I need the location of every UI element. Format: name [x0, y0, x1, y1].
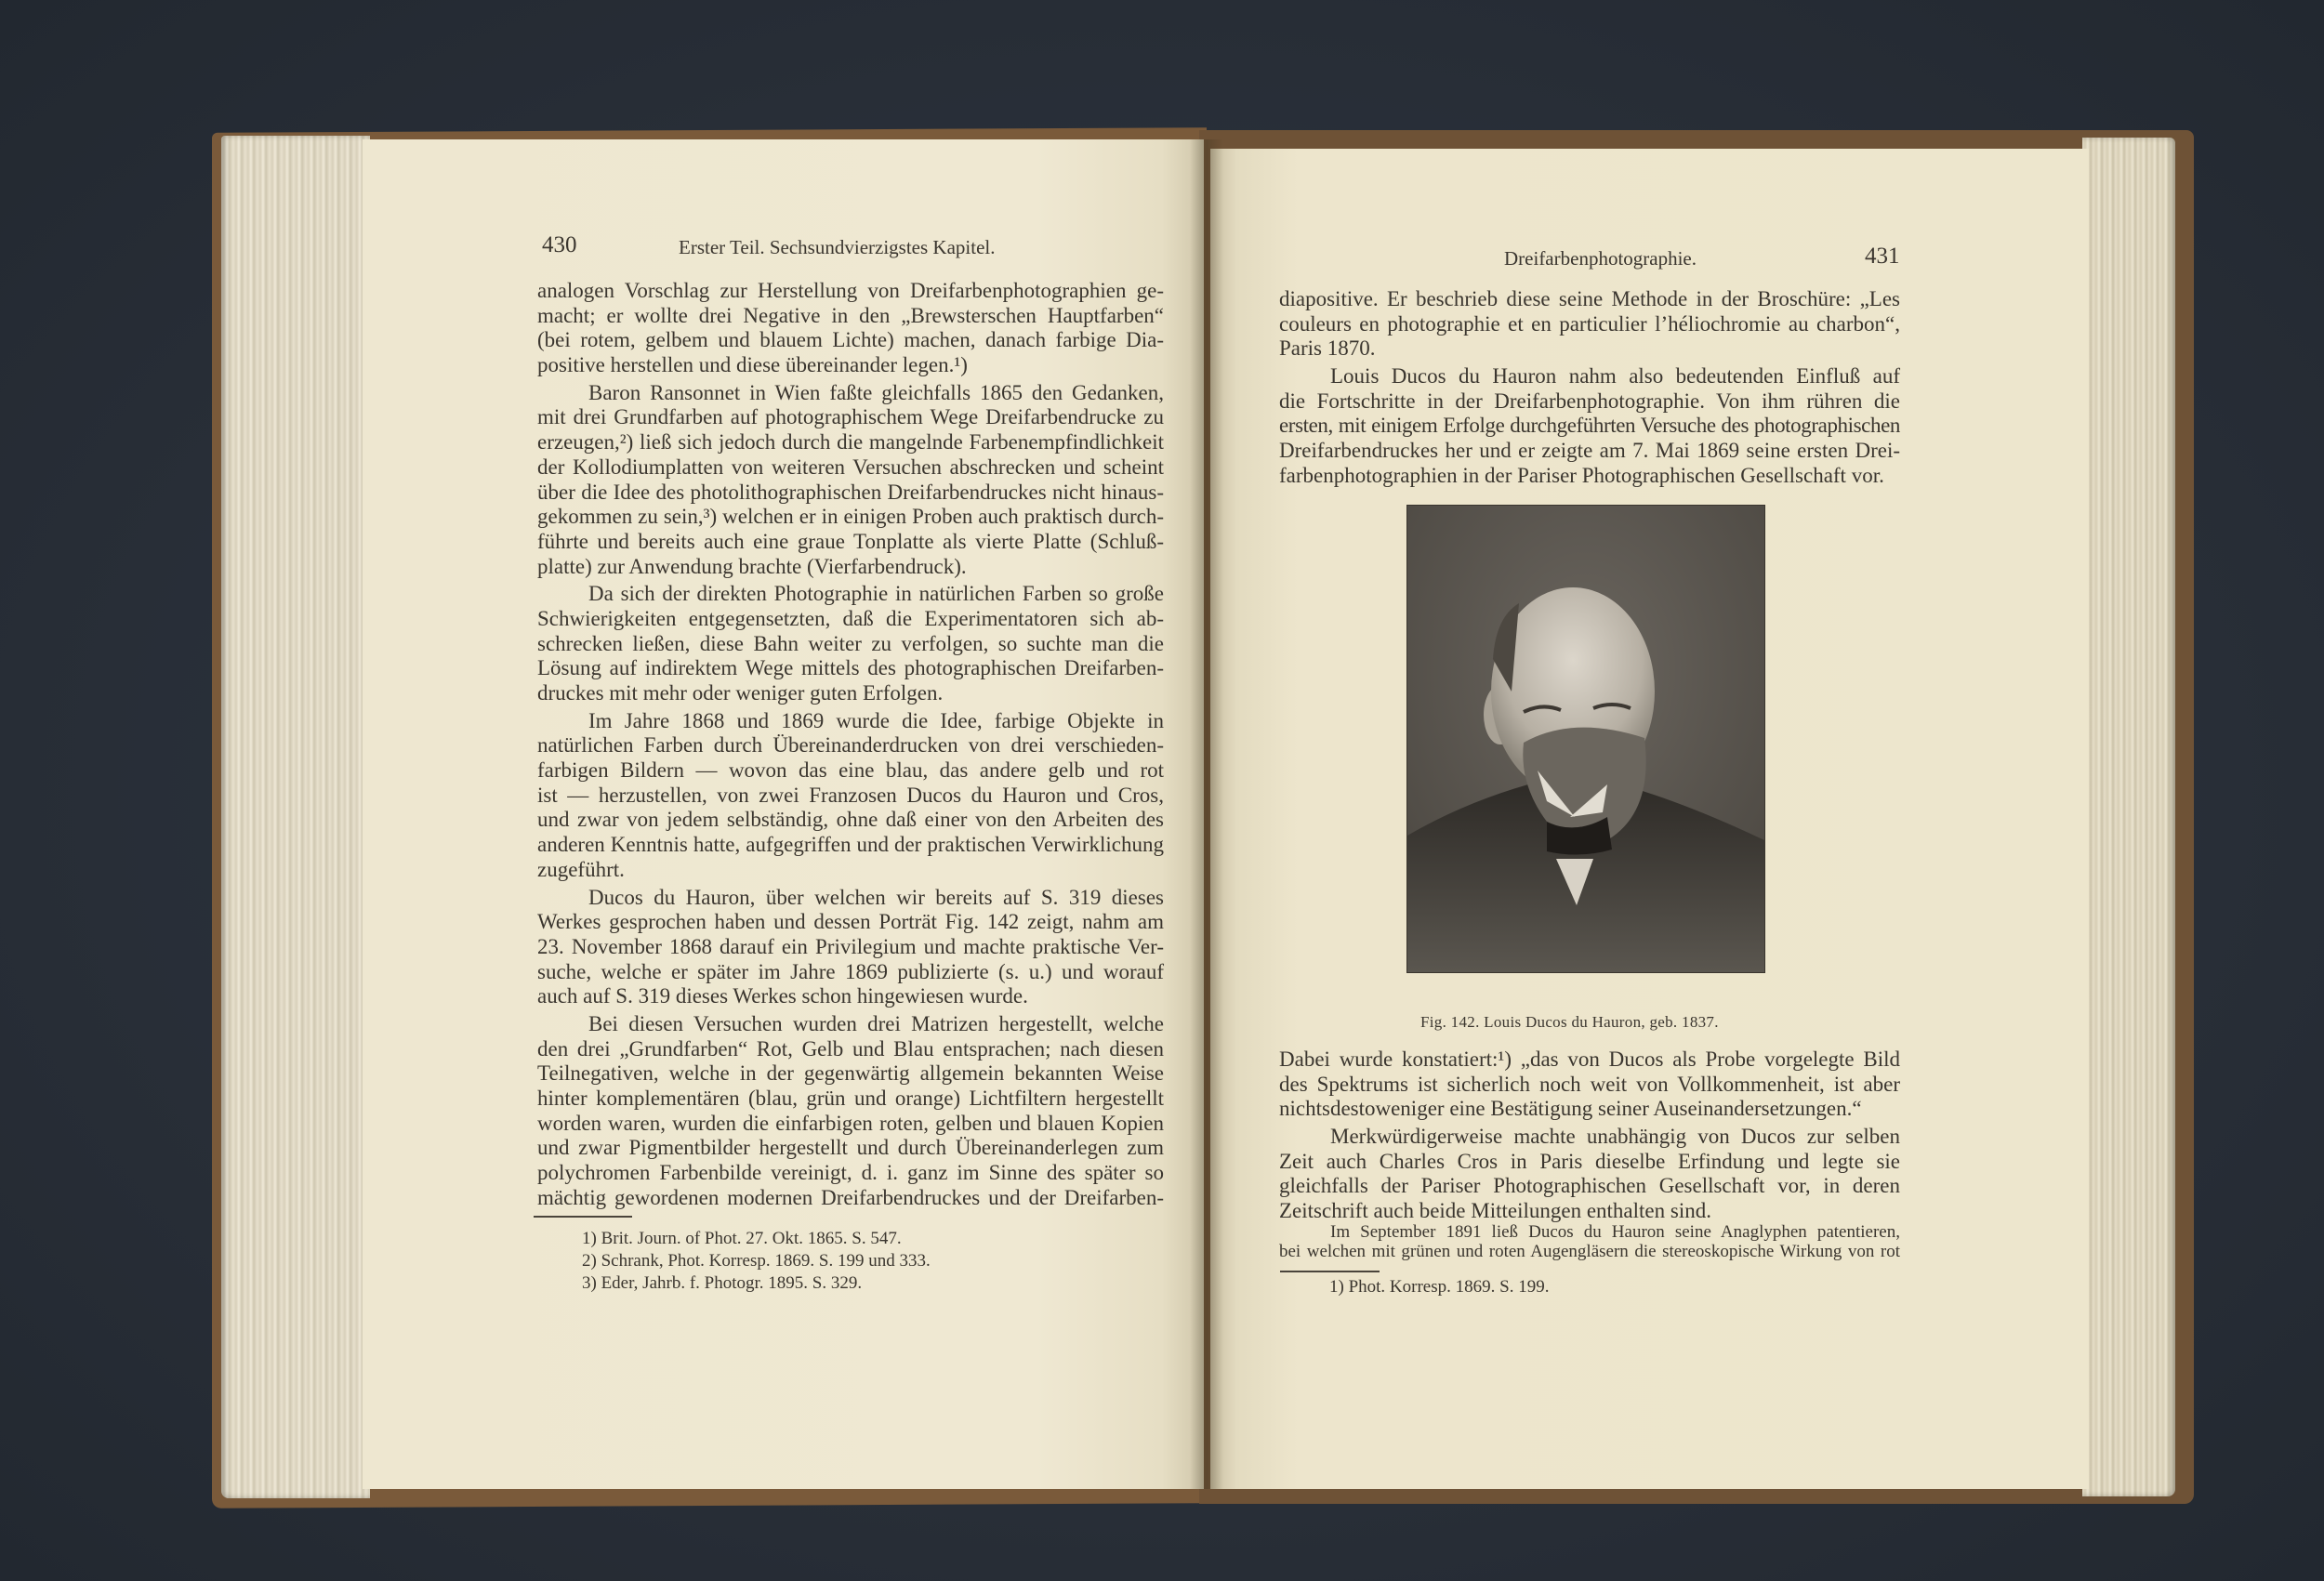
- text-line: Ducos du Hauron, über welchen wir bereits auf S. 319 dieses: [588, 885, 1164, 909]
- text-line: macht; er wollte drei Negative in den „Brewsterschen Hauptfarben“: [537, 303, 1164, 327]
- text-line: Baron Ransonnet in Wien faßte gleichfalls 1865 den Gedanken,: [588, 380, 1164, 404]
- paragraph: [537, 381, 1164, 580]
- text-line: über die Idee des photolithographischen Dreifarbendruckes nicht hinaus-: [537, 480, 1164, 504]
- text-line: diapositive. Er beschrieb diese seine Methode in der Broschüre: „Les: [1279, 287, 1900, 310]
- text-line: Zeit auch Charles Cros in Paris dieselbe Erfindung und legte sie: [1279, 1149, 1900, 1173]
- text-line: der Kollodiumplatten von weiteren Versuchen abschrecken und scheint: [537, 455, 1164, 479]
- text-line: anderen Kenntnis hatte, aufgegriffen und der praktischen Verwirklichung: [537, 833, 1164, 857]
- text-line: Im Jahre 1868 und 1869 wurde die Idee, farbige Objekte in: [588, 708, 1164, 732]
- running-head-right: Dreifarbenphotographie.: [1504, 247, 1697, 270]
- text-line: ersten, mit einigem Erfolge durchgeführten Versuche des photographischen: [1279, 414, 1900, 438]
- text-line: Bei diesen Versuchen wurden drei Matrizen hergestellt, welche: [588, 1011, 1164, 1035]
- text-line: Da sich der direkten Photographie in natürlichen Farben so große: [588, 582, 1164, 606]
- paragraph: [537, 582, 1164, 705]
- right-page-body-top: [1279, 287, 1900, 489]
- text-line: Zeitschrift auch beide Mitteilungen enthalten sind.: [1279, 1199, 1711, 1223]
- text-line: mit drei Grundfarben auf photographischem Wege Dreifarbendrucke zu: [537, 405, 1164, 429]
- text-line: (bei rotem, gelbem und blauem Lichte) machen, danach farbige Dia-: [537, 328, 1164, 352]
- footnote: 1) Brit. Journ. of Phot. 27. Okt. 1865. S. 547.: [582, 1229, 902, 1248]
- text-line: Schwierigkeiten entgegensetzten, daß die Experimentatoren sich ab-: [537, 606, 1164, 630]
- text-line: Dabei wurde konstatiert:¹) „das von Ducos als Probe vorgelegte Bild: [1279, 1047, 1900, 1071]
- text-line: ist — herzustellen, von zwei Franzosen Ducos du Hauron und Cros,: [537, 783, 1164, 807]
- text-line: führte und bereits auch eine graue Tonplatte als vierte Platte (Schluß-: [537, 529, 1164, 553]
- text-line: bei welchen mit grünen und roten Augengläsern die stereoskopische Wirkung von rot: [1279, 1242, 1900, 1261]
- text-line: Im September 1891 ließ Ducos du Hauron seine Anaglyphen patentieren,: [1330, 1222, 1900, 1242]
- right-footnotes: [1329, 1276, 1549, 1298]
- text-line: und zwar von jedem selbständig, ohne daß einer von den Arbeiten des: [537, 808, 1164, 832]
- page-edges-right: [2082, 138, 2175, 1496]
- figure-caption: Fig. 142. Louis Ducos du Hauron, geb. 1837.: [1420, 1013, 1719, 1031]
- left-footnotes: [582, 1228, 931, 1295]
- text-line: Lösung auf indirektem Wege mittels des photographischen Dreifarben-: [537, 656, 1164, 680]
- text-line: platte) zur Anwendung brachte (Vierfarbendruck).: [537, 554, 967, 578]
- footnote: 1) Phot. Korresp. 1869. S. 199.: [1329, 1277, 1550, 1297]
- running-head-left: Erster Teil. Sechsundvierzigstes Kapitel.: [679, 236, 996, 258]
- paragraph: [537, 279, 1164, 378]
- text-line: Paris 1870.: [1279, 336, 1376, 361]
- text-line: des Spektrums ist sicherlich noch weit von Vollkommenheit, ist aber: [1279, 1072, 1900, 1096]
- text-line: analogen Vorschlag zur Herstellung von Dreifarbenphotographien ge-: [537, 279, 1164, 302]
- right-page-body-bottom: [1279, 1047, 1900, 1224]
- text-line: druckes mit mehr oder weniger guten Erfolgen.: [537, 681, 944, 705]
- text-line: 23. November 1868 darauf ein Privilegium und machte praktische Ver-: [537, 934, 1164, 958]
- footnote-rule-left: [534, 1216, 632, 1218]
- text-line: den drei „Grundfarben“ Rot, Gelb und Blau entsprachen; nach diesen: [537, 1036, 1164, 1061]
- text-line: gleichfalls der Pariser Photographischen Gesellschaft vor, in deren: [1279, 1174, 1900, 1198]
- paragraph: [537, 1012, 1164, 1211]
- footnote: 2) Schrank, Phot. Korresp. 1869. S. 199 und 333.: [582, 1251, 931, 1271]
- paragraph: [1279, 287, 1900, 362]
- text-line: schrecken ließen, diese Bahn weiter zu verfolgen, so suchte man die: [537, 631, 1164, 655]
- text-line: positive herstellen und diese übereinander legen.¹): [537, 353, 968, 377]
- text-line: worden waren, wurden die einfarbigen roten, gelben und blauen Kopien: [537, 1111, 1164, 1135]
- portrait-photo: [1407, 506, 1764, 972]
- text-line: suche, welche er später im Jahre 1869 publizierte (s. u.) und worauf: [537, 959, 1164, 983]
- text-line: nichtsdestoweniger eine Bestätigung seiner Auseinandersetzungen.“: [1279, 1097, 1862, 1121]
- text-line: und zwar Pigmentbilder hergestellt und durch Übereinanderlegen zum: [537, 1136, 1164, 1160]
- paragraph: [1279, 1125, 1900, 1224]
- text-line: die Fortschritte in der Dreifarbenphotographie. Von ihm rühren die: [1279, 389, 1900, 413]
- text-line: erzeugen,²) ließ sich jedoch durch die mangelnde Farbenempfindlichkeit: [537, 430, 1164, 455]
- text-line: Werkes gesprochen haben und dessen Porträt Fig. 142 zeigt, nahm am: [537, 910, 1164, 934]
- paragraph: [1279, 364, 1900, 488]
- text-line: Louis Ducos du Hauron nahm also bedeutenden Einfluß auf: [1330, 364, 1900, 389]
- text-line: farbigen Bildern — wovon das eine blau, das andere gelb und rot: [537, 758, 1164, 783]
- footnote: 3) Eder, Jahrb. f. Photogr. 1895. S. 329.: [582, 1273, 863, 1293]
- text-line: zugeführt.: [537, 857, 625, 881]
- text-line: gekommen zu sein,³) welchen er in einigen Proben auch praktisch durch-: [537, 505, 1164, 529]
- text-line: Merkwürdigerweise machte unabhängig von Ducos zur selben: [1330, 1125, 1900, 1149]
- paragraph: [537, 886, 1164, 1009]
- page-number-left: 430: [542, 232, 577, 257]
- text-line: hinter komplementären (blau, grün und orange) Lichtfiltern hergestellt: [537, 1087, 1164, 1110]
- text-line: farbenphotographien in der Pariser Photographischen Gesellschaft vor.: [1279, 463, 1884, 487]
- page-edges-left: [221, 136, 370, 1498]
- text-line: Teilnegativen, welche in der gegenwärtig allgemein bekannten Weise: [537, 1061, 1164, 1086]
- right-page-small-paragraph: [1279, 1222, 1900, 1261]
- text-line: auch auf S. 319 dieses Werkes schon hingewiesen wurde.: [537, 984, 1028, 1008]
- page-number-right: 431: [1865, 244, 1900, 269]
- text-line: mächtig gewordenen modernen Dreifarbendruckes und der Dreifarben-: [537, 1185, 1164, 1209]
- text-line: polychromen Farbenbilde vereinigt, d. i. ganz im Sinne des später so: [537, 1161, 1164, 1185]
- text-line: couleurs en photographie et en particulier l’héliochromie au charbon“,: [1279, 311, 1900, 336]
- left-page-body: [537, 279, 1164, 1210]
- book-gutter: [1190, 139, 1223, 1489]
- paragraph: [1279, 1047, 1900, 1122]
- text-line: natürlichen Farben durch Übereinanderdrucken von drei verschieden-: [537, 733, 1164, 758]
- text-line: Dreifarbendruckes her und er zeigte am 7. Mai 1869 seine ersten Drei-: [1279, 439, 1900, 463]
- portrait-figure: [1406, 505, 1765, 973]
- paragraph: [537, 709, 1164, 883]
- footnote-rule-right: [1280, 1271, 1380, 1272]
